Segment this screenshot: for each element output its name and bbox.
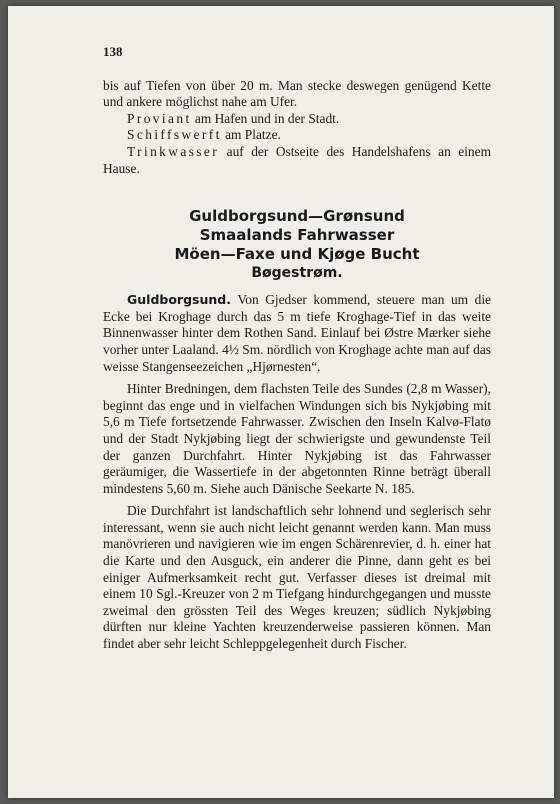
page-number: 138 [103, 44, 123, 59]
heading-3: Möen—Faxe und Kjøge Bucht [174, 245, 420, 264]
spaced-word: Proviant [127, 110, 192, 126]
section-headings [103, 207, 491, 282]
spaced-word: Trinkwasser [127, 143, 220, 159]
paragraph-trinkwasser: Trinkwasser auf der Ostseite des Handelshafens an einem Hause. [103, 143, 491, 176]
heading-4: Bøgestrøm. [251, 265, 343, 282]
book-page [8, 6, 554, 798]
paragraph-continuation: bis auf Tiefen von über 20 m. Man stecke deswegen genügend Kette und ankere möglichst nahe am Ufer. [103, 77, 491, 110]
page-content [103, 44, 491, 653]
paragraph-2: Hinter Bredningen, dem flachsten Teile des Sundes (2,8 m Wasser), beginnt das enge und in vielfachen Windungen sich bis Nykjøbing mit 5,6 m Tiefe fortsetzende Fahrwasser. Zwischen den Inseln Kalvø-Flatø und der Stadt Nykjøbing liegt der schwierigste und gewundenste Teil der ganzen Durchfahrt. Hinter Nykjøbing ist das Fahrwasser geräumiger, die Wassertiefe in der abgetonnten Rinne beträgt überall mindestens 5,60 m. Siehe auch Dänische Seekarte N. 185. [103, 381, 491, 496]
heading-1: Guldborgsund—Grønsund [189, 207, 405, 226]
paragraph-schiffswerft: Schiffswerft am Platze. [127, 127, 281, 143]
paragraph-3: Die Durchfahrt ist landschaftlich sehr lohnend und seglerisch sehr interessant, wenn sie auch nicht leicht genannt werden kann. Man muss manövrieren und navigieren wie im engen Schärenrevier, d. h. einer hat die Karte und den Ausguck, ein anderer die Pinne, dann geht es bei einiger Aufmerksamkeit recht gut. Verfasser dieses ist dreimal mit einem 10 Sgl.-Kreuzer von 2 m Tiefgang hindurchgegangen und musste zweimal den grössten Teil des Weges kreuzen; südlich Nykjøbing dürften nur kleine Yachten kreuzenderweise passieren können. Man findet aber sehr leicht Schleppgelegenheit durch Fischer. [103, 503, 491, 652]
heading-2: Smaalands Fahrwasser [199, 226, 395, 245]
spaced-word: Schiffswerft [127, 127, 222, 143]
section-lead: Guldborgsund. [127, 292, 231, 308]
paragraph-1 [103, 292, 491, 375]
paragraph-proviant: Proviant am Hafen und in der Stadt. [127, 110, 340, 126]
paragraph-1-text: Von Gjedser kommend, steuere man um die Ecke bei Kroghage durch das 5 m tiefe Kroghage-Tief in das weite Binnenwasser hinter dem Rothen Sand. Einlauf bei Østre Mærker siehe vorher unter Laaland. 4½ Sm. nördlich von Kroghage achte man auf das weisse Stangenseezeichen „Hjørnesten“. [103, 292, 491, 374]
